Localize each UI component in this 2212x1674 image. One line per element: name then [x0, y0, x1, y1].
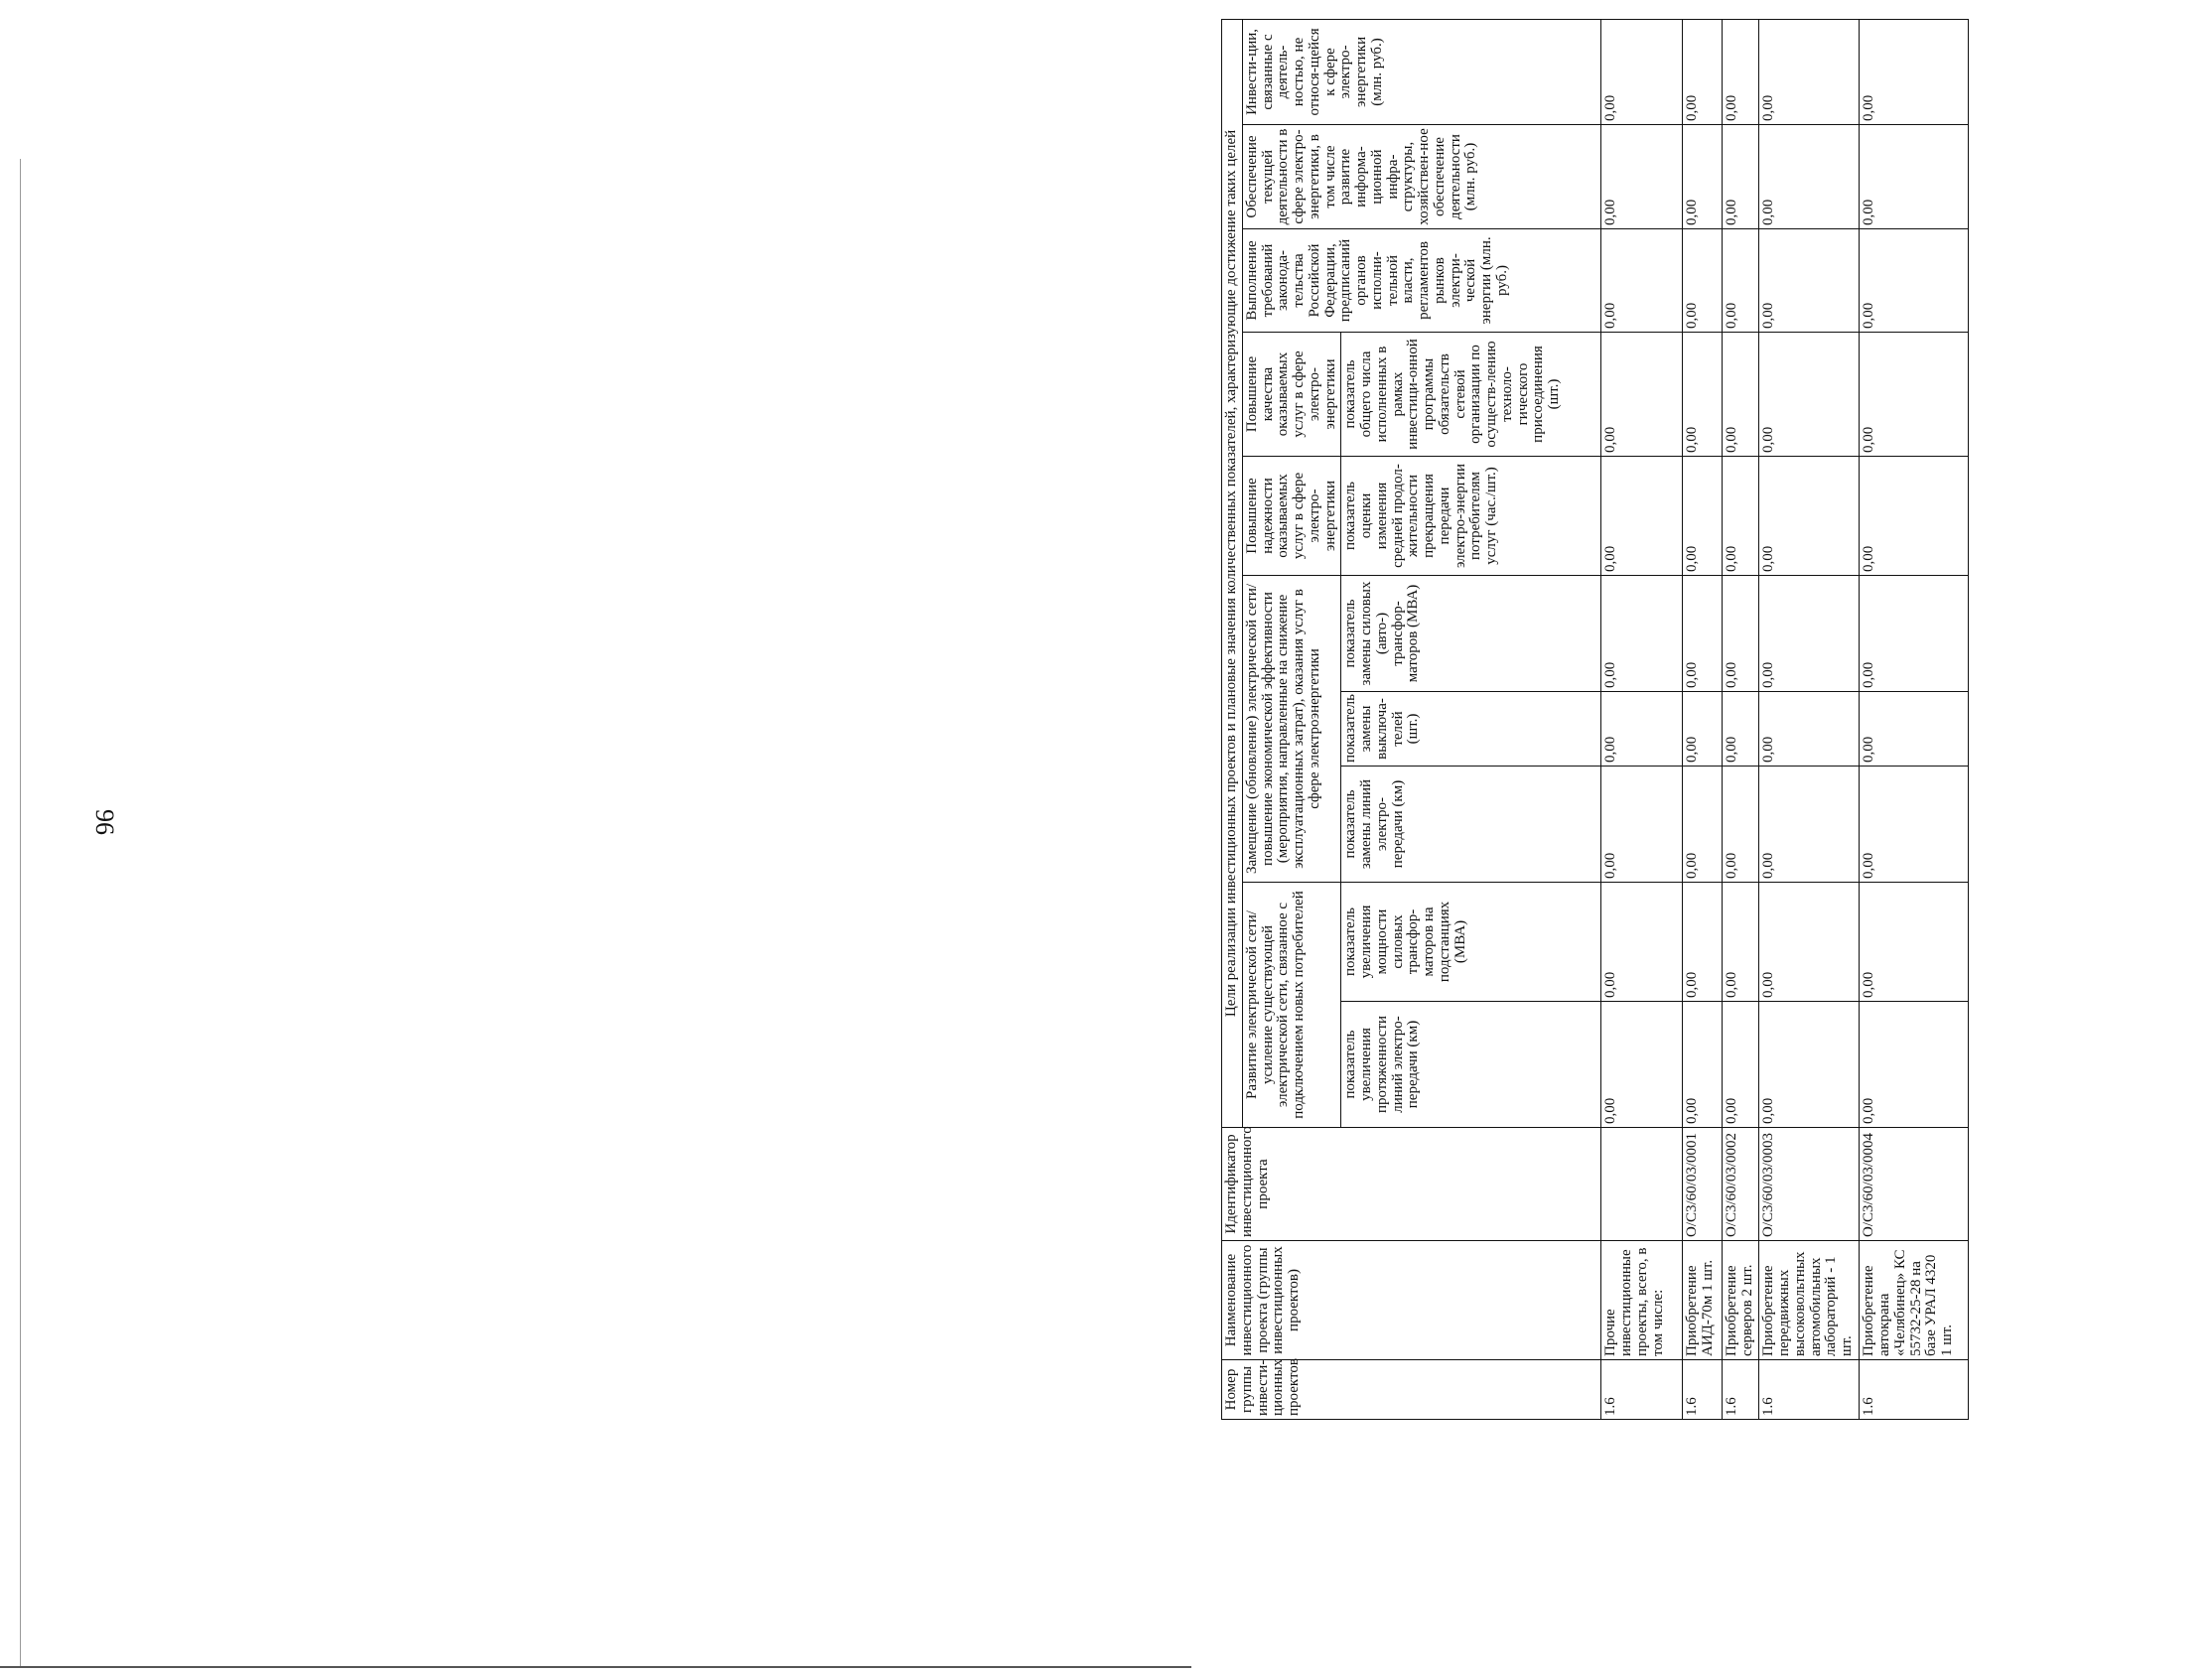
cell-indicator-value: 0,00 [1683, 125, 1723, 229]
table-row [1601, 19, 1683, 1419]
cell-indicator-value: 0,00 [1759, 1002, 1860, 1128]
header-ind-switch-replace: показатель замены выключа-телей (шт.) [1341, 692, 1601, 767]
cell-indicator-value: 0,00 [1723, 767, 1759, 883]
cell-indicator-value: 0,00 [1759, 19, 1860, 124]
cell-project-name: Приобретение автокрана «Челябинец» КС 55732-25-28 на базе УРАЛ 4320 1 шт. [1860, 1241, 1969, 1360]
cell-indicator-value: 0,00 [1723, 333, 1759, 457]
cell-indicator-value: 0,00 [1683, 883, 1723, 1002]
cell-indicator-value: 0,00 [1723, 457, 1759, 576]
cell-project-name: Приобретение передвижных высоковольтных автомобильных лабораторий - 1 шт. [1759, 1241, 1860, 1360]
cell-project-name: Приобретение АИД-70м 1 шт. [1683, 1241, 1723, 1360]
cell-indicator-value: 0,00 [1759, 883, 1860, 1002]
header-ind-line-length: показатель увеличения протяженности линий электро-передачи (км) [1341, 1002, 1601, 1128]
cell-group-number: 1.6 [1601, 1360, 1683, 1420]
table-row [1723, 19, 1759, 1419]
header-replacement: Замещение (обновление) электрической сети/повышение экономической эффективности (мероприятия, направленные на снижение эксплуатационных затрат), оказания услуг в сфере электроэнергетики [1242, 576, 1341, 883]
cell-indicator-value: 0,00 [1860, 19, 1969, 124]
cell-project-name: Прочие инвестиционные проекты, всего, в том числе: [1601, 1241, 1683, 1360]
cell-indicator-value: 0,00 [1860, 576, 1969, 692]
cell-indicator-value: 0,00 [1860, 883, 1969, 1002]
scan-bottom-rule [0, 1666, 1191, 1668]
cell-indicator-value: 0,00 [1723, 692, 1759, 767]
cell-indicator-value: 0,00 [1601, 333, 1683, 457]
cell-indicator-value: 0,00 [1683, 767, 1723, 883]
header-current-ops: Обеспечение текущей деятельности в сфере электро-энергетики, в том числе развитие информа-ционной инфра-структуры, хозяйствен-ное обеспечение деятельности (млн. руб.) [1242, 125, 1601, 229]
cell-indicator-value: 0,00 [1723, 883, 1759, 1002]
header-goals-title: Цели реализации инвестиционных проектов и плановые значения количественных показателей, характеризующие достижение таких целей [1222, 19, 1243, 1127]
cell-indicator-value: 0,00 [1683, 576, 1723, 692]
cell-indicator-value: 0,00 [1601, 767, 1683, 883]
cell-indicator-value: 0,00 [1860, 767, 1969, 883]
cell-indicator-value: 0,00 [1759, 767, 1860, 883]
cell-indicator-value: 0,00 [1860, 125, 1969, 229]
header-ind-substation-power: показатель увеличения мощности силовых трансфор-маторов на подстанциях (МВА) [1341, 883, 1601, 1002]
header-ind-reliability: показатель оценки изменения средней продол-жительности прекращения передачи электро-энергии потребителям услуг (час./шт.) [1341, 457, 1601, 576]
cell-indicator-value: 0,00 [1683, 457, 1723, 576]
cell-group-number: 1.6 [1723, 1360, 1759, 1420]
cell-indicator-value: 0,00 [1759, 229, 1860, 333]
header-project-name: Наименование инвестиционного проекта (группы инвестиционных проектов) [1222, 1241, 1601, 1360]
cell-indicator-value: 0,00 [1723, 19, 1759, 124]
table-row [1860, 19, 1969, 1419]
cell-identifier: O/C3/60/03/0003 [1759, 1128, 1860, 1241]
header-identifier: Идентификатор инвестиционного проекта [1222, 1128, 1601, 1241]
header-other-invest: Инвести-ции, связанные с деятель-ностью, не относя-щейся к сфере электро-энергетики (млн. руб.) [1242, 19, 1601, 124]
cell-indicator-value: 0,00 [1601, 883, 1683, 1002]
cell-project-name: Приобретение серверов 2 шт. [1723, 1241, 1759, 1360]
header-ind-quality: показатель общего числа исполненных в рамках инвестици-онной программы обязательств сетевой организации по осуществ-лению техноло-гического присоединения (шт.) [1341, 333, 1601, 457]
cell-indicator-value: 0,00 [1860, 1002, 1969, 1128]
header-quality: Повышение качества оказываемых услуг в сфере электро-энергетики [1242, 333, 1341, 457]
cell-indicator-value: 0,00 [1601, 692, 1683, 767]
cell-indicator-value: 0,00 [1683, 1002, 1723, 1128]
header-legal: Выполнение требований законода-тельства Российской Федерации, предписаний органов исполни-тельной власти, регламентов рынков электри-ческой энергии (млн. руб.) [1242, 229, 1601, 333]
cell-indicator-value: 0,00 [1683, 333, 1723, 457]
page-number: 96 [90, 809, 119, 835]
cell-indicator-value: 0,00 [1860, 333, 1969, 457]
cell-indicator-value: 0,00 [1860, 457, 1969, 576]
cell-indicator-value: 0,00 [1683, 19, 1723, 124]
rotated-table-container [1191, 0, 2212, 1469]
cell-indicator-value: 0,00 [1601, 229, 1683, 333]
cell-indicator-value: 0,00 [1723, 576, 1759, 692]
table-body [1601, 19, 1969, 1419]
cell-indicator-value: 0,00 [1723, 1002, 1759, 1128]
cell-indicator-value: 0,00 [1723, 229, 1759, 333]
cell-indicator-value: 0,00 [1759, 333, 1860, 457]
cell-indicator-value: 0,00 [1759, 125, 1860, 229]
header-reliability: Повышение надежности оказываемых услуг в сфере электро-энергетики [1242, 457, 1341, 576]
cell-indicator-value: 0,00 [1759, 692, 1860, 767]
scan-left-rule [20, 159, 21, 1668]
cell-indicator-value: 0,00 [1860, 692, 1969, 767]
cell-indicator-value: 0,00 [1601, 1002, 1683, 1128]
header-group-number: Номер группы инвести-ционных проектов [1222, 1360, 1601, 1420]
table-row [1759, 19, 1860, 1419]
investment-table [1221, 19, 1969, 1420]
cell-identifier: O/C3/60/03/0001 [1683, 1128, 1723, 1241]
cell-indicator-value: 0,00 [1683, 692, 1723, 767]
cell-indicator-value: 0,00 [1601, 125, 1683, 229]
cell-identifier [1601, 1128, 1683, 1241]
cell-indicator-value: 0,00 [1860, 229, 1969, 333]
cell-group-number: 1.6 [1683, 1360, 1723, 1420]
cell-indicator-value: 0,00 [1759, 457, 1860, 576]
cell-indicator-value: 0,00 [1601, 457, 1683, 576]
header-development: Развитие электрической сети/усиление существующей электрической сети, связанное с подключением новых потребителей [1242, 883, 1341, 1128]
cell-group-number: 1.6 [1860, 1360, 1969, 1420]
header-ind-line-replace: показатель замены линий электро-передачи (км) [1341, 767, 1601, 883]
cell-indicator-value: 0,00 [1759, 576, 1860, 692]
cell-identifier: O/C3/60/03/0002 [1723, 1128, 1759, 1241]
cell-indicator-value: 0,00 [1601, 19, 1683, 124]
cell-group-number: 1.6 [1759, 1360, 1860, 1420]
cell-indicator-value: 0,00 [1601, 576, 1683, 692]
cell-indicator-value: 0,00 [1723, 125, 1759, 229]
table-row [1683, 19, 1723, 1419]
cell-indicator-value: 0,00 [1683, 229, 1723, 333]
cell-identifier: O/C3/60/03/0004 [1860, 1128, 1969, 1241]
header-ind-transformer-replace: показатель замены силовых (авто-) трансфор-маторов (МВА) [1341, 576, 1601, 692]
